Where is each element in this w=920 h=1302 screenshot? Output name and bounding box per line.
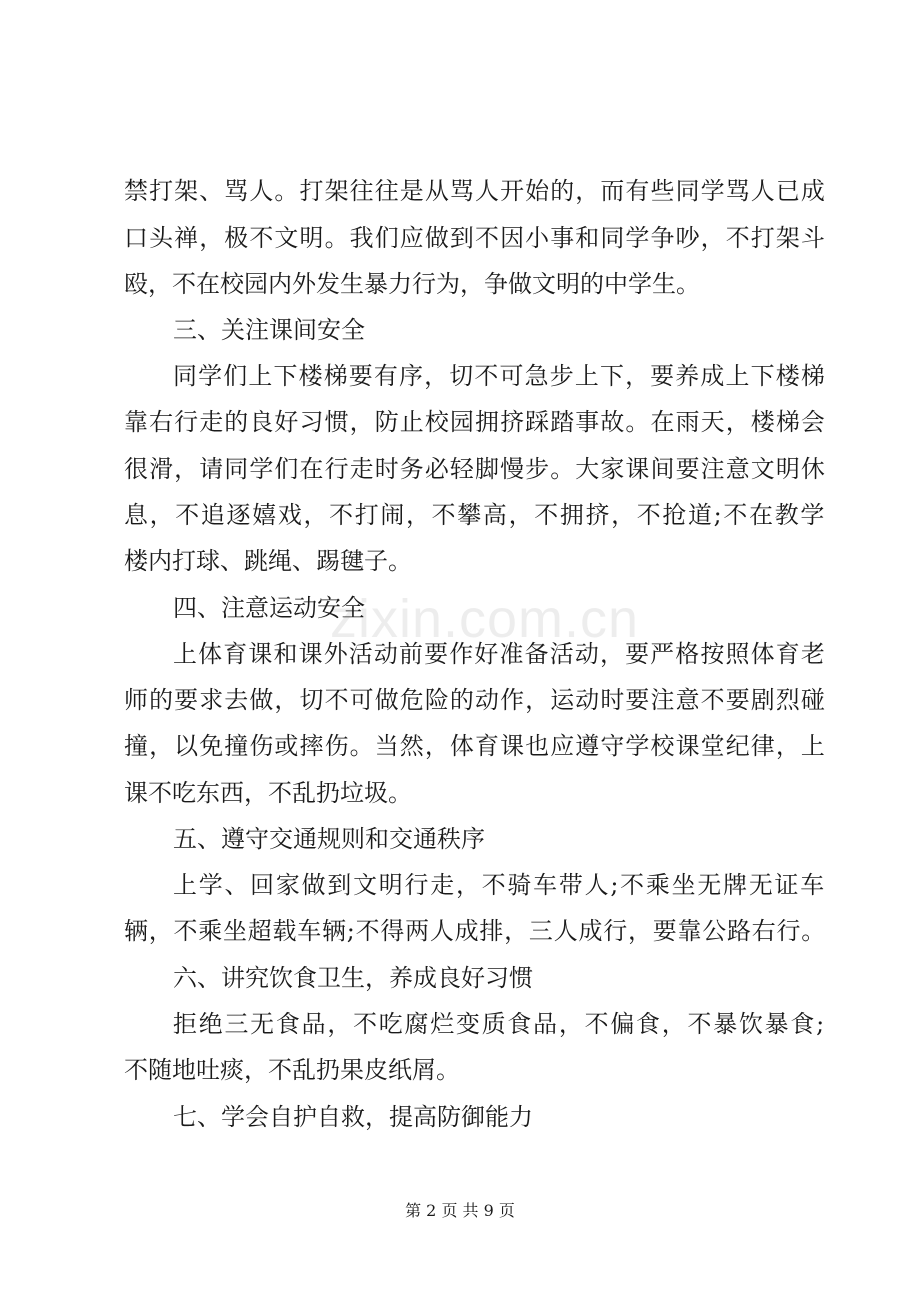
line-text: 靠右行走的良好习惯，防止校园拥挤踩踏事故。在雨天，楼梯会	[124, 408, 826, 436]
line-text: 拒绝三无食品，不吃腐烂变质食品，不偏食，不暴饮暴食;	[173, 1010, 826, 1038]
line-text: 殴，不在校园内外发生暴力行为，争做文明的中学生。	[124, 270, 700, 298]
line-text: 上学、回家做到文明行走，不骑车带人;不乘坐无牌无证车	[173, 871, 826, 899]
line-text: 息，不追逐嬉戏，不打闹，不攀高，不拥挤，不抢道;不在教学	[124, 501, 826, 529]
line-text: 禁打架、骂人。打架往往是从骂人开始的，而有些同学骂人已成	[124, 177, 826, 205]
page-number-footer: 第 2 页 共 9 页	[405, 1201, 515, 1220]
heading-text: 四、注意运动安全	[173, 594, 365, 622]
line-text: 上体育课和课外活动前要作好准备活动，要严格按照体育老	[173, 640, 826, 668]
line-text: 撞，以免撞伤或摔伤。当然，体育课也应遵守学校课堂纪律，上	[124, 732, 826, 760]
line-text: 楼内打球、跳绳、踢毽子。	[124, 547, 412, 575]
heading-text: 五、遵守交通规则和交通秩序	[173, 825, 485, 853]
watermark-logo: zixin.com.cn	[330, 589, 640, 649]
line-text: 辆，不乘坐超载车辆;不得两人成排，三人成行，要靠公路右行。	[124, 917, 826, 945]
line-text: 同学们上下楼梯要有序，切不可急步上下，要养成上下楼梯	[173, 362, 826, 390]
heading-text: 七、学会自护自救，提高防御能力	[173, 1103, 533, 1131]
heading-text: 六、讲究饮食卫生，养成良好习惯	[173, 964, 533, 992]
line-text: 口头禅，极不文明。我们应做到不因小事和同学争吵，不打架斗	[124, 224, 826, 252]
line-text: 很滑，请同学们在行走时务必轻脚慢步。大家课间要注意文明休	[124, 455, 826, 483]
heading-text: 三、关注课间安全	[173, 316, 365, 344]
line-text: 师的要求去做，切不可做危险的动作，运动时要注意不要剧烈碰	[124, 686, 826, 714]
line-text: 不随地吐痰，不乱扔果皮纸屑。	[124, 1056, 460, 1084]
line-text: 课不吃东西，不乱扔垃圾。	[124, 779, 412, 807]
